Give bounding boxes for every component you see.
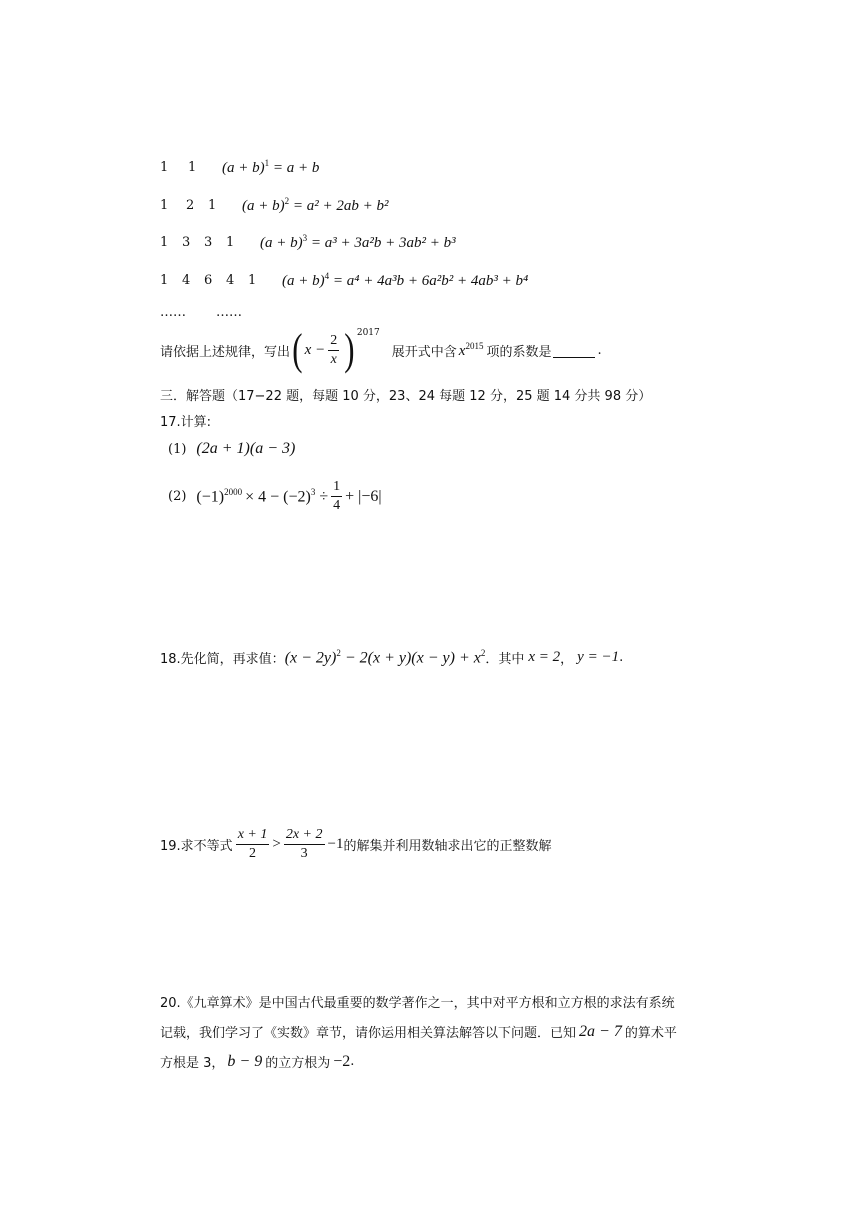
coef: 6 — [204, 273, 213, 288]
q16-power: 2017 — [356, 328, 380, 338]
numerator: 1 — [333, 479, 341, 494]
numerator: 2x + 2 — [285, 827, 323, 842]
left-paren: ( — [292, 325, 303, 374]
pascal-row-1 — [160, 158, 319, 177]
denominator: 3 — [300, 846, 308, 861]
binomial-expr: $(a + b)^3 = a^3 + 3a^2b + 3ab^2 + b^3$ — [260, 233, 456, 251]
answer-blank — [553, 343, 595, 358]
q18-prefix: 18.先化简，再求值： — [160, 652, 285, 668]
question-16 — [160, 325, 602, 374]
q16-prefix: 请依据上述规律，写出 — [160, 344, 291, 360]
q20-line-3b: 的立方根为 — [265, 1056, 331, 1071]
coef: 1 — [160, 198, 169, 213]
q20-expr-1: 2a − 7 — [579, 1022, 622, 1040]
denominator: 2 — [249, 846, 257, 861]
q18-cond-1: x = 2 — [528, 649, 561, 666]
binomial-expr: $(a + b)^4 = a^4 + 4a^3b + 6a^2b^2 + 4ab^3 + b^4$ — [282, 271, 529, 289]
section-3-title: 三．解答题（17−22 题，每题 10 分，23、24 每题 12 分，25 题 14 分共 98 分） — [160, 389, 652, 404]
binomial-expr: $(a + b)^2 = a^2 + 2ab + b^2$ — [242, 196, 389, 214]
q17-expr-2d: + |−6| — [345, 487, 382, 505]
pascal-row-3 — [160, 233, 456, 252]
coef: 4 — [226, 273, 235, 288]
fraction — [328, 332, 339, 369]
numerator: x + 1 — [237, 827, 268, 842]
ellipsis: …… — [160, 305, 186, 320]
q20-end: . — [350, 1054, 355, 1069]
coef: 1 — [248, 273, 257, 288]
question-18 — [160, 648, 623, 667]
q17-expr-2c: ÷ — [319, 487, 329, 505]
q16-middle: 展开式中含 — [391, 344, 457, 360]
coef: 1 — [160, 160, 169, 175]
q18-cond-2: y = −1 — [577, 649, 620, 666]
right-paren: ) — [344, 325, 355, 374]
question-20-line-1 — [160, 992, 675, 1011]
q17-expr-2b: × $4 - (-2)^3$ — [245, 486, 316, 506]
fraction — [236, 826, 270, 863]
question-17-part-2 — [168, 478, 382, 515]
q20-line-2a: 记载，我们学习了《实数》章节，请你运用相关算法解答以下问题．已知 — [160, 1026, 577, 1041]
ellipsis: …… — [216, 305, 242, 320]
q17-expr-1: (2a + 1)(a − 3) — [196, 440, 296, 457]
q17-expr-2a: $(-1)^{2000}$ — [196, 486, 243, 506]
pascal-row-2 — [160, 196, 389, 215]
q20-line-1: 20.《九章算术》是中国古代最重要的数学著作之一，其中对平方根和立方根的求法有系统 — [160, 996, 675, 1011]
q20-expr-2: b − 9 — [227, 1052, 263, 1070]
question-20-line-3 — [160, 1052, 354, 1071]
coef: 4 — [182, 273, 191, 288]
q19-minus: −1 — [327, 836, 344, 852]
coef: 1 — [208, 198, 217, 213]
coef: 1 — [160, 235, 169, 250]
fraction — [284, 826, 325, 863]
binomial-expr: $(a + b)^1 = a + b$ — [222, 158, 320, 176]
q18-sep: ， — [560, 652, 574, 668]
q18-e1: $(x - 2y)^2$ — [284, 648, 341, 667]
numerator: 2 — [330, 332, 338, 348]
question-17-part-1 — [168, 440, 295, 458]
q17-title: 17.计算: — [160, 415, 212, 430]
q16-end: . — [597, 342, 602, 358]
question-17-title — [160, 411, 211, 430]
question-19 — [160, 826, 551, 863]
question-20-line-2 — [160, 1022, 677, 1041]
coef: 1 — [188, 160, 197, 175]
fraction — [331, 478, 342, 515]
q16-suffix: 项的系数是 — [486, 344, 552, 360]
q19-prefix: 19.求不等式 — [160, 839, 233, 854]
q16-x: x − — [304, 341, 326, 358]
q18-e2: − $2(x + y)(x - y) + x^2$ — [344, 648, 486, 667]
q18-end: . — [619, 650, 624, 666]
q16-var: $x^{2015}$ — [458, 340, 484, 359]
q20-line-2b: 的算术平 — [624, 1026, 677, 1041]
section-heading — [160, 385, 651, 404]
denominator: x — [330, 351, 337, 367]
coef: 1 — [226, 235, 235, 250]
coef: 3 — [182, 235, 191, 250]
ellipsis-row — [160, 305, 242, 320]
greater-than: > — [272, 836, 281, 852]
denominator: 4 — [333, 498, 341, 513]
coef: 1 — [160, 273, 169, 288]
coef: 3 — [204, 235, 213, 250]
q18-mid: ．其中 — [485, 652, 525, 668]
pascal-row-4 — [160, 271, 528, 290]
q20-expr-3: −2 — [333, 1052, 351, 1070]
part-label: (2) — [168, 489, 187, 504]
part-label: (1) — [168, 441, 187, 457]
q19-suffix: 的解集并利用数轴求出它的正整数解 — [343, 839, 552, 854]
coef: 2 — [186, 198, 195, 213]
q20-line-3a: 方根是 3， — [160, 1056, 225, 1071]
